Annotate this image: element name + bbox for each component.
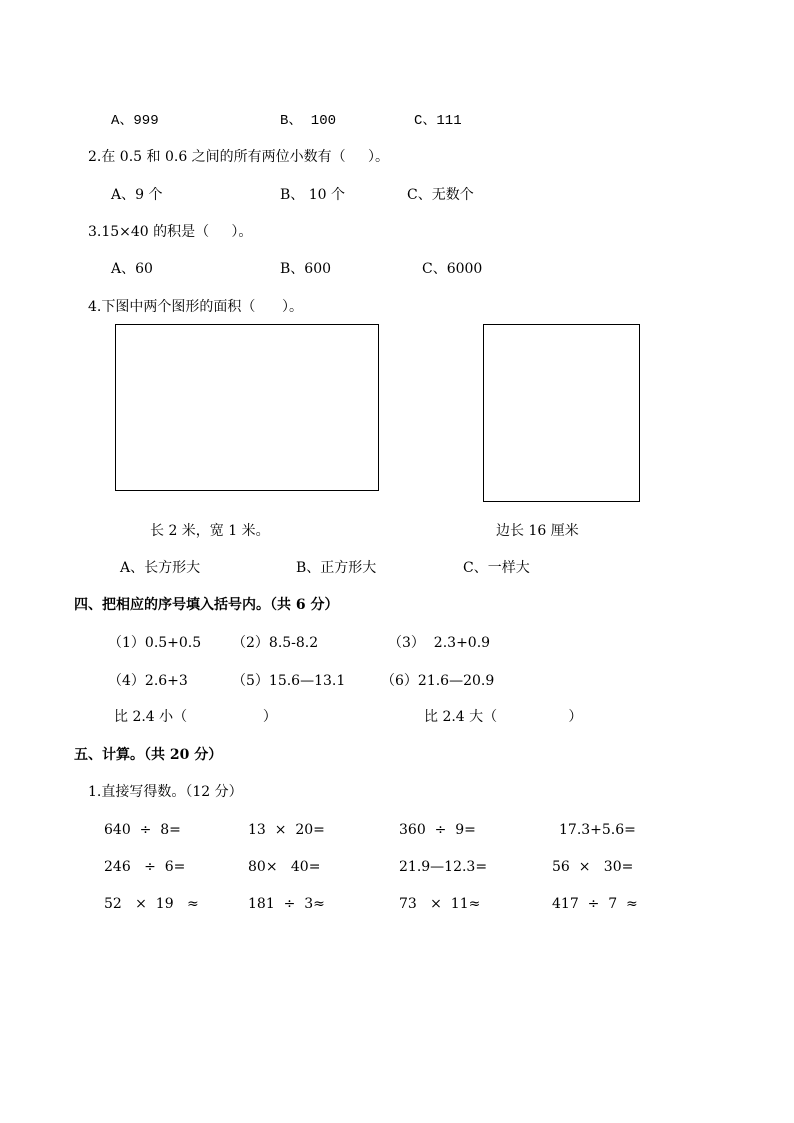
calc-r3-c4: 417 ÷ 7 ≈ [552, 896, 638, 912]
q2-option-a: A、9 个 [111, 187, 163, 203]
calc-r1-c3: 360 ÷ 9= [399, 822, 476, 838]
calc-r3-c1: 52 × 19 ≈ [104, 896, 199, 912]
calc-r1-c1: 640 ÷ 8= [104, 822, 181, 838]
prev-option-b: B、 100 [280, 113, 337, 129]
prev-option-c: C、111 [414, 113, 462, 129]
calc-r3-c2: 181 ÷ 3≈ [248, 896, 325, 912]
q2-option-b: B、 10 个 [280, 187, 346, 203]
q4-option-b: B、正方形大 [296, 560, 377, 576]
question-4: 4.下图中两个图形的面积（ ）。 [88, 299, 304, 315]
s4-item-5: （5）15.6—13.1 [232, 673, 346, 689]
calc-r2-c1: 246 ÷ 6= [104, 859, 186, 875]
calc-r2-c4: 56 × 30= [552, 859, 634, 875]
calc-r1-c2: 13 × 20= [248, 822, 325, 838]
q3-option-b: B、600 [280, 261, 332, 277]
square-caption: 边长 16 厘米 [496, 523, 579, 539]
q3-option-a: A、60 [111, 261, 153, 277]
q4-option-a: A、长方形大 [120, 560, 201, 576]
question-3: 3.15×40 的积是（ ）。 [88, 224, 253, 240]
q4-option-c: C、一样大 [463, 560, 530, 576]
prev-option-a: A、999 [111, 113, 159, 129]
s4-item-3: （3） 2.3+0.9 [388, 635, 491, 651]
rectangle-figure [115, 324, 379, 491]
square-figure [483, 324, 640, 502]
q3-option-c: C、6000 [422, 261, 483, 277]
section-5-sub1: 1.直接写得数。（12 分） [88, 784, 243, 800]
question-2: 2.在 0.5 和 0.6 之间的所有两位小数有（ ）。 [88, 149, 389, 165]
s4-item-6: （6）21.6—20.9 [381, 673, 495, 689]
section-4-title: 四、把相应的序号填入括号内。（共 6 分） [74, 597, 339, 613]
s4-item-1: （1）0.5+0.5 [108, 635, 202, 651]
s4-less-blank: 比 2.4 小（ ） [114, 709, 277, 725]
calc-r3-c3: 73 × 11≈ [399, 896, 481, 912]
section-5-title: 五、计算。（共 20 分） [74, 747, 223, 763]
rectangle-caption: 长 2 米，宽 1 米。 [150, 523, 270, 539]
q2-option-c: C、无数个 [407, 187, 474, 203]
s4-item-2: （2）8.5-8.2 [232, 635, 319, 651]
calc-r2-c2: 80× 40= [248, 859, 321, 875]
s4-greater-blank: 比 2.4 大（ ） [424, 709, 583, 725]
calc-r2-c3: 21.9—12.3= [399, 859, 488, 875]
s4-item-4: （4）2.6+3 [108, 673, 188, 689]
calc-r1-c4: 17.3+5.6= [559, 822, 636, 838]
